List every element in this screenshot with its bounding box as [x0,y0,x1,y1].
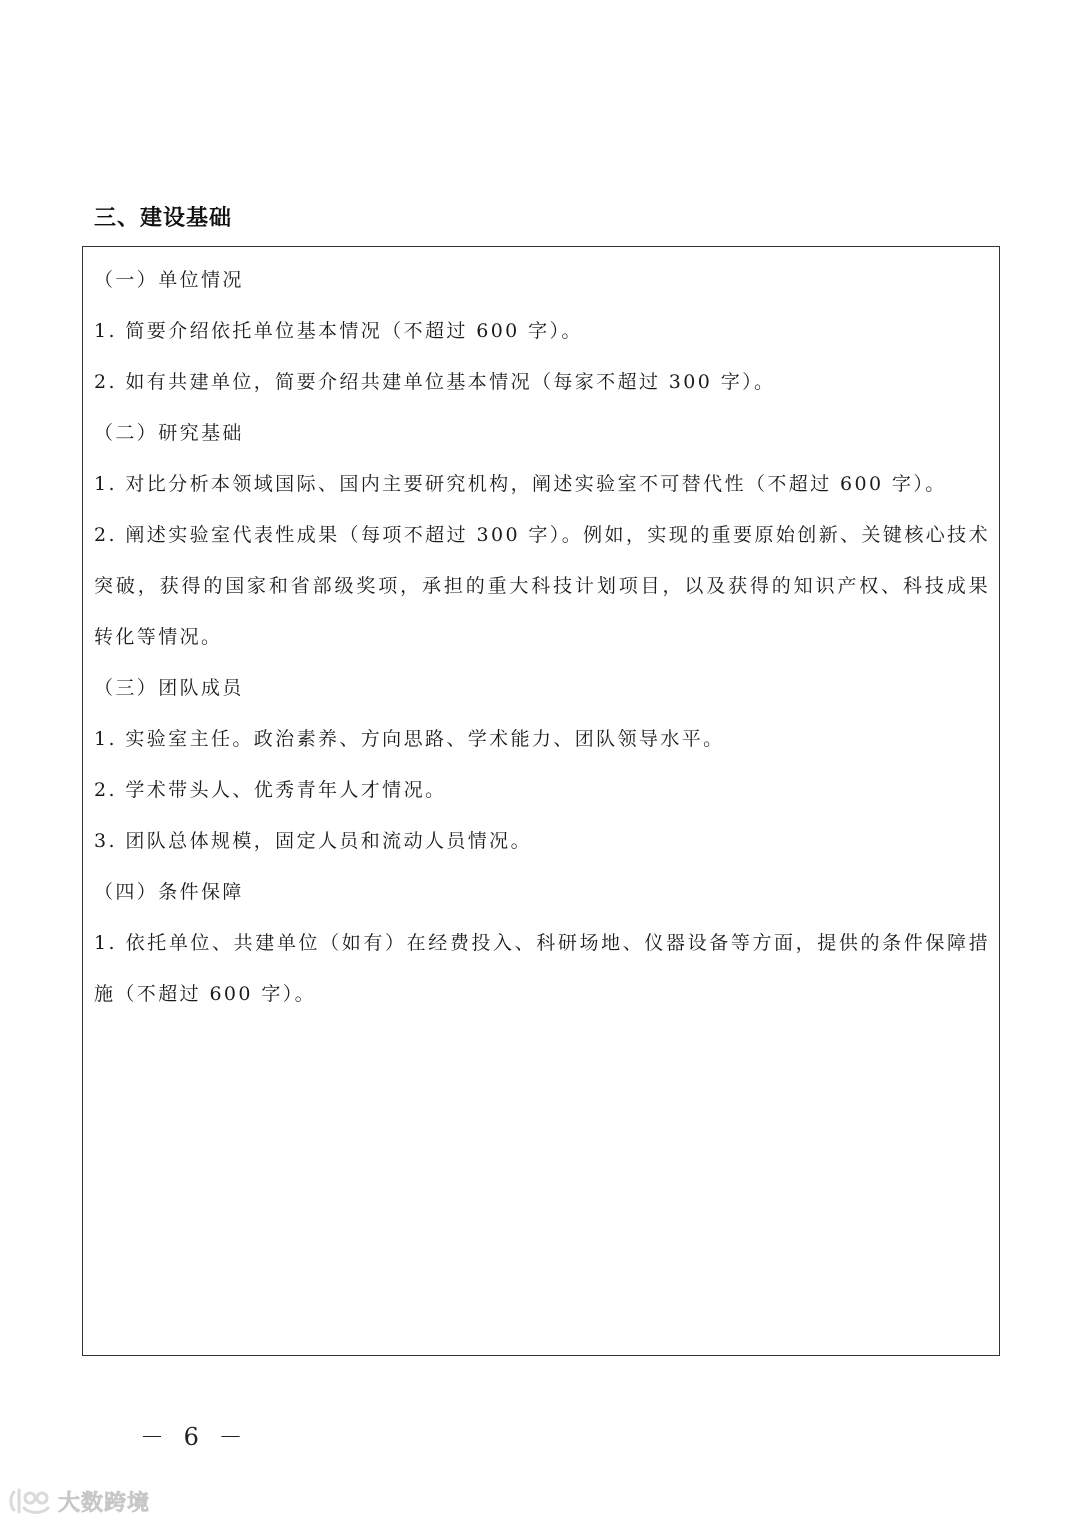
subsection-heading-team: （三）团队成员 [94,677,244,699]
subsection-heading-conditions: （四）条件保障 [94,881,244,903]
content-box [82,246,1000,1356]
watermark [8,1484,150,1518]
box-text [94,255,990,1020]
watermark-logo-icon [8,1486,54,1516]
subsection-heading-unit: （一）单位情况 [94,269,244,291]
list-item: 1. 实验室主任。政治素养、方向思路、学术能力、团队领导水平。 [94,728,725,750]
subsection-heading-research: （二）研究基础 [94,422,244,444]
list-item: 2. 学术带头人、优秀青年人才情况。 [94,779,447,801]
list-item: 1. 简要介绍依托单位基本情况（不超过 600 字）。 [94,320,583,342]
page-number: － 6 － [140,1423,249,1451]
watermark-text: 大数跨境 [58,1490,151,1516]
list-item: 1. 依托单位、共建单位（如有）在经费投入、科研场地、仪器设备等方面，提供的条件保障措施（不超过 600 字）。 [94,932,990,1005]
list-item: 1. 对比分析本领域国际、国内主要研究机构，阐述实验室不可替代性（不超过 600 字）。 [94,473,947,495]
list-item: 2. 阐述实验室代表性成果（每项不超过 300 字）。例如，实现的重要原始创新、关键核心技术突破，获得的国家和省部级奖项，承担的重大科技计划项目，以及获得的知识产权、科技成果转化等情况。 [94,524,990,648]
list-item: 2. 如有共建单位，简要介绍共建单位基本情况（每家不超过 300 字）。 [94,371,776,393]
section-heading: 三、建设基础 [94,206,233,231]
list-item: 3. 团队总体规模，固定人员和流动人员情况。 [94,830,532,852]
